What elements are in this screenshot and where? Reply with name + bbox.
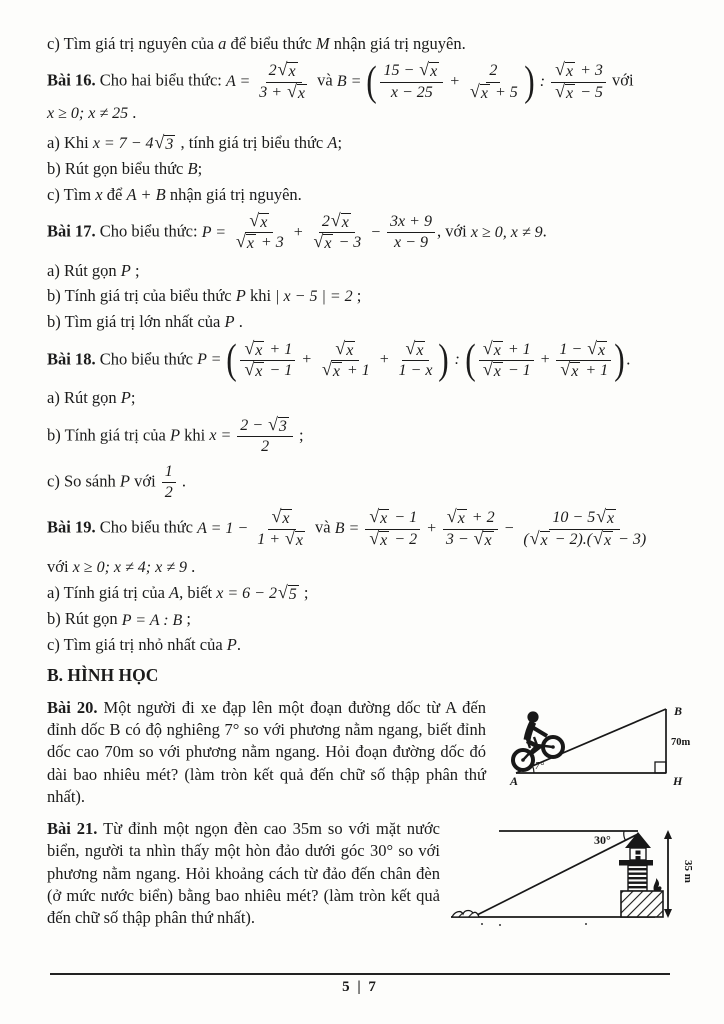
- math-formula: A = 2 √ x 3 + √ x: [226, 62, 313, 102]
- radical-icon: √: [470, 80, 480, 101]
- fraction: 2 − √ 3 2: [237, 417, 293, 457]
- text-run: nhận giá trị nguyên.: [165, 184, 302, 204]
- text-run: a) Rút gọn: [47, 388, 121, 408]
- radical-icon: √: [482, 337, 493, 358]
- math-formula: x ≥ 0, x ≠ 9: [470, 223, 543, 241]
- radical-icon: √: [405, 337, 416, 358]
- radical-icon: √: [271, 506, 282, 527]
- text-line: [47, 413, 676, 457]
- text-line: [47, 387, 676, 409]
- fraction: 15 − √ x x − 25: [380, 62, 443, 102]
- problem-21: [47, 818, 704, 930]
- fraction: 2 √ x √ x − 3: [313, 210, 362, 253]
- text-run: c) Tìm giá trị nguyên của: [47, 34, 219, 53]
- page-footer: [50, 973, 670, 996]
- square-root: √ x: [560, 358, 579, 380]
- text-run: Bài 21.: [47, 818, 98, 838]
- text-run: P: [226, 635, 237, 655]
- radical-icon: √: [335, 337, 346, 358]
- label-70m: 70m: [671, 736, 691, 748]
- math-formula: [160, 463, 178, 502]
- radical-icon: √: [268, 413, 278, 434]
- square-root: √ x: [271, 506, 290, 528]
- text-run: .: [542, 221, 547, 241]
- radical-icon: √: [560, 358, 571, 379]
- square-root: √ 5: [277, 582, 297, 604]
- text-run: b) Tính giá trị của biểu thức: [47, 286, 236, 305]
- problem-20: [47, 697, 704, 809]
- label-B: B: [674, 703, 683, 718]
- square-root: √ x: [369, 527, 388, 549]
- text-run: b) Tính giá trị của: [47, 425, 170, 445]
- text-run: ;: [130, 260, 140, 280]
- radical-icon: √: [249, 210, 260, 231]
- square-root: √ x: [369, 506, 388, 528]
- right-angle-mark: [655, 762, 666, 773]
- label-A: A: [510, 773, 519, 788]
- text-run: P: [120, 260, 131, 280]
- fraction: √ x √ x + 1: [321, 337, 370, 380]
- math-formula: x ≥ 0; x ≠ 4; x ≠ 9: [72, 559, 187, 577]
- square-root: √ x: [446, 506, 465, 528]
- text-run: .: [236, 635, 241, 655]
- parenthesized-group: ( √ x + 1 √ x − 1 + 1 − √ x √ x + 1 ): [465, 336, 625, 383]
- text-run: c) So sánh: [47, 471, 120, 491]
- problem-20-text: [47, 697, 486, 809]
- square-root: √ 3: [154, 132, 174, 154]
- text-line: [47, 158, 676, 180]
- math-formula: P = A : B: [121, 611, 183, 629]
- fraction: √ x + 1 √ x − 1: [240, 341, 295, 381]
- square-root: √ 3: [268, 413, 287, 435]
- text-run: P: [169, 425, 181, 445]
- text-run: a) Tính giá trị của: [47, 583, 170, 603]
- text-run: với: [129, 471, 160, 491]
- text-run: A: [327, 133, 338, 153]
- text-run: .: [177, 471, 187, 491]
- radical-icon: √: [555, 80, 565, 101]
- text-line: [47, 506, 676, 549]
- text-run: .: [187, 557, 196, 576]
- text-run: , với: [436, 221, 471, 241]
- text-run: ;: [294, 425, 304, 445]
- text-run: Cho biểu thức: [95, 518, 198, 538]
- text-run: Từ đỉnh một ngọn đèn cao 35m so với mặt nước biển, người ta nhìn thấy một hòn đảo dưới góc 30° so với phương nằm ngang. Hỏi khoảng cách từ đảo đến chân đèn (ở mức nước biển) bằng bao nhiêu mét? (làm tròn kết quả đến chữ số thập phân thứ nhất).: [47, 818, 441, 928]
- label-H: H: [673, 773, 683, 788]
- math-formula: P = √ x √ x + 3 + 2 √ x √ x − 3 − $\frac{3x + 9}{x - 9}$: [202, 213, 437, 253]
- text-run: .: [234, 312, 243, 332]
- square-root: √ x: [482, 337, 501, 359]
- text-run: khi: [245, 286, 276, 305]
- text-run: Bài 17.: [47, 221, 96, 241]
- text-run: ;: [337, 133, 343, 153]
- text-run: Bài 16.: [47, 70, 96, 90]
- slope-figure: [494, 697, 704, 789]
- text-run: khi: [180, 425, 210, 445]
- text-line: [47, 184, 676, 206]
- text-line: [47, 336, 676, 383]
- text-line: [47, 634, 676, 656]
- radical-icon: √: [419, 59, 430, 80]
- radical-icon: √: [244, 358, 255, 379]
- text-run: x: [95, 184, 103, 204]
- fraction: √ x + 1 √ x − 1: [479, 341, 534, 381]
- text-run: M: [315, 34, 330, 53]
- text-line: [47, 463, 676, 502]
- radical-icon: √: [473, 527, 484, 548]
- text-run: P: [120, 388, 131, 408]
- math-formula: A = 1 − √ x 1 + √ x: [197, 509, 311, 549]
- text-line: [47, 285, 676, 308]
- fraction: √ x 1 + √ x: [257, 506, 303, 549]
- text-run: a) Khi: [47, 133, 93, 153]
- radical-icon: √: [284, 527, 295, 548]
- text-run: .: [626, 349, 631, 369]
- text-run: a) Rút gọn: [47, 260, 121, 280]
- measure-arrow: [664, 830, 672, 918]
- text-run: c) Tìm giá trị nhỏ nhất của: [47, 635, 227, 655]
- text-run: ;: [299, 583, 309, 603]
- radical-icon: √: [555, 59, 565, 80]
- problem-21-text: [47, 818, 440, 930]
- text-run: để biểu thức: [226, 34, 316, 53]
- label-30deg: 30°: [594, 832, 611, 847]
- text-run: a: [218, 34, 227, 53]
- radical-icon: √: [369, 506, 380, 527]
- fraction: $\frac{1}{2}$: [162, 463, 176, 502]
- lighthouse-drawing: [619, 832, 663, 917]
- math-formula: x ≥ 0; x ≠ 25: [47, 105, 129, 123]
- radical-icon: √: [277, 582, 288, 603]
- fraction: √ x √ x + 3: [235, 210, 284, 253]
- section-heading: [47, 664, 676, 688]
- radical-icon: √: [235, 231, 246, 252]
- fraction: √ x + 2 3 − √ x: [443, 509, 498, 549]
- square-root: √ x: [244, 337, 263, 359]
- text-run: B. HÌNH HỌC: [47, 664, 159, 685]
- text-run: B: [187, 159, 198, 179]
- square-root: √ x: [321, 358, 340, 380]
- text-run: Bài 19.: [47, 518, 96, 538]
- square-root: √ x: [284, 527, 303, 549]
- footer-rule: [50, 973, 670, 975]
- text-run: Bài 18.: [47, 349, 96, 369]
- text-run: c) Tìm: [47, 184, 96, 204]
- text-run: A: [169, 583, 180, 603]
- text-line: [47, 582, 676, 605]
- text-run: Cho hai biểu thức:: [95, 70, 226, 90]
- radical-icon: √: [287, 80, 297, 101]
- fraction: √ x + 3 √ x − 5: [551, 62, 606, 102]
- fraction: 10 − 5 √ x ( √ x − 2).( √ x − 3): [523, 506, 647, 549]
- square-root: √ x: [419, 59, 438, 81]
- text-line: [47, 132, 676, 155]
- square-root: √ x: [235, 231, 254, 253]
- square-root: √ x: [277, 59, 296, 81]
- fraction: √ x − 1 √ x − 2: [365, 509, 420, 549]
- text-run: P: [119, 471, 130, 491]
- rider-head: [527, 711, 538, 722]
- text-run: ;: [352, 286, 362, 305]
- island-drawing: [452, 910, 587, 926]
- text-line: [47, 608, 676, 631]
- radical-icon: √: [596, 506, 607, 527]
- lighthouse-figure: [448, 818, 704, 930]
- square-root: √ x: [470, 80, 488, 102]
- text-line: [47, 58, 676, 125]
- parenthesized-group: ( 15 − √ x x − 25 + 2 √ x + 5 ): [366, 58, 535, 105]
- label-35m: 35 m: [682, 859, 694, 883]
- rock-base: [621, 891, 663, 917]
- radical-icon: √: [587, 337, 598, 358]
- math-formula: x = 6 − 2 √ 5: [216, 582, 297, 604]
- square-root: √ x: [249, 210, 268, 232]
- math-formula: x = 2 − √ 3 2: [209, 417, 295, 457]
- fraction: 2 √ x 3 + √ x: [259, 59, 305, 102]
- fraction: $\frac{3x + 9}{x - 9}$: [387, 213, 435, 252]
- text-run: b) Tìm giá trị lớn nhất của: [47, 312, 225, 332]
- math-formula: | x − 5 | = 2: [275, 288, 353, 306]
- plant-on-rock: [654, 878, 662, 891]
- text-run: ;: [182, 609, 192, 629]
- square-root: √ x: [313, 231, 332, 253]
- text-line: [47, 697, 486, 809]
- text-run: với: [47, 557, 73, 576]
- label-7deg: 7°: [535, 760, 544, 772]
- text-run: ;: [197, 159, 203, 179]
- text-line: [47, 260, 676, 282]
- radical-icon: √: [321, 358, 332, 379]
- text-run: .: [128, 102, 137, 122]
- math-formula: B = ( 15 − √ x x − 25 + 2 √ x + 5 ) : √ x + 3 √ x − 5: [337, 62, 608, 102]
- text-run: , tính giá trị biểu thức: [176, 133, 328, 153]
- square-root: √ x: [529, 527, 548, 549]
- text-line: [47, 33, 676, 55]
- text-run: Một người đi xe đạp lên một đoạn đường dốc từ A đến đỉnh dốc B có độ nghiêng 7° so với phương nằm ngang, biết đỉnh dốc cao 70m so với phương nằm ngang. Hỏi đoạn đường dốc đó dài bao nhiêu mét? (làm tròn kết quả đến chữ số thập phân thứ nhất).: [47, 697, 486, 807]
- square-root: √ x: [593, 527, 612, 549]
- text-run: b) Rút gọn biểu thức: [47, 159, 188, 179]
- text-run: A + B: [126, 184, 166, 204]
- angle-arc: [624, 831, 626, 840]
- text-run: và: [310, 518, 335, 538]
- text-run: để: [102, 184, 127, 204]
- text-run: P: [224, 312, 235, 332]
- fraction: 1 − √ x √ x + 1: [556, 341, 611, 381]
- text-line: [47, 556, 676, 579]
- fraction: √ x 1 − x: [398, 337, 433, 379]
- fraction: 2 √ x + 5: [470, 62, 518, 102]
- text-line: [47, 311, 676, 333]
- text-line: [47, 210, 676, 253]
- square-root: √ x: [405, 337, 424, 359]
- radical-icon: √: [593, 527, 603, 548]
- exercise-lines: [47, 33, 676, 688]
- radical-icon: √: [529, 527, 540, 548]
- text-run: và: [313, 70, 337, 90]
- square-root: √ x: [555, 59, 574, 81]
- square-root: √ x: [473, 527, 492, 549]
- radical-icon: √: [446, 506, 457, 527]
- text-line: [47, 818, 440, 930]
- text-run: ;: [130, 388, 136, 408]
- math-formula: B = √ x − 1 √ x − 2 + √ x + 2 3 − √ x − 10 − 5 √ x ( √ x − 2).( √ x − 3): [335, 509, 651, 549]
- math-formula: P = ( √ x + 1 √ x − 1 + √ x √ x + 1 + √ x 1 − x ) : ( √ x + 1 √ x − 1 + 1 − √ x √ x + 1 ): [197, 336, 625, 383]
- text-run: b) Rút gọn: [47, 609, 122, 629]
- parenthesized-group: ( √ x + 1 √ x − 1 + √ x √ x + 1 + √ x 1 − x ): [226, 336, 450, 383]
- square-root: √ x: [555, 80, 574, 102]
- radical-icon: √: [482, 358, 493, 379]
- radical-icon: √: [244, 337, 255, 358]
- text-run: nhận giá trị nguyên.: [329, 34, 466, 53]
- text-run: với: [607, 70, 634, 90]
- square-root: √ x: [587, 337, 606, 359]
- page-number: 5 | 7: [342, 979, 378, 995]
- square-root: √ x: [482, 358, 501, 380]
- math-formula: x = 7 − 4 √ 3: [92, 132, 174, 154]
- text-run: Cho biểu thức: [95, 349, 198, 369]
- square-root: √ x: [335, 337, 354, 359]
- radical-icon: √: [277, 59, 288, 80]
- text-run: , biết: [179, 583, 217, 603]
- square-root: √ x: [287, 80, 305, 102]
- radical-icon: √: [330, 210, 341, 231]
- text-run: P: [235, 286, 246, 305]
- square-root: √ x: [244, 358, 263, 380]
- square-root: √ x: [596, 506, 615, 528]
- text-run: Bài 20.: [47, 697, 98, 717]
- radical-icon: √: [369, 527, 380, 548]
- square-root: √ x: [330, 210, 349, 232]
- radical-icon: √: [154, 132, 165, 153]
- radical-icon: √: [313, 231, 324, 252]
- text-run: Cho biểu thức:: [95, 221, 202, 241]
